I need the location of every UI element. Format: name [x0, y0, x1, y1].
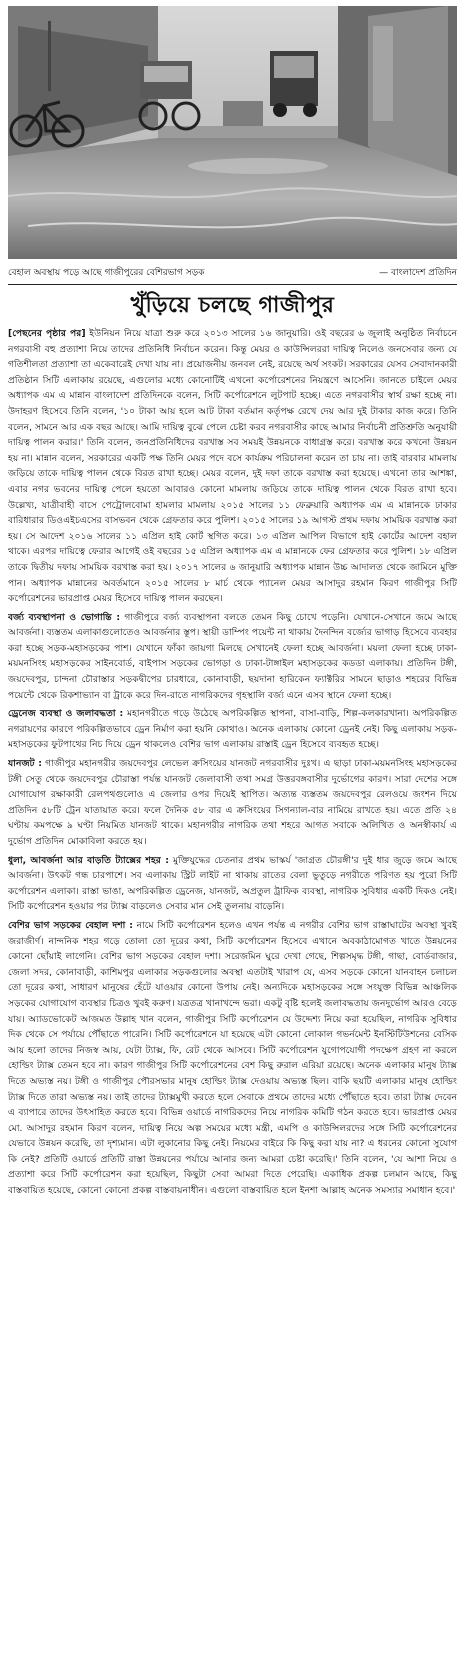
- section-heading: যানজট :: [8, 758, 42, 770]
- article-body: [8, 326, 457, 1664]
- section-waste: [8, 610, 457, 704]
- section-text: গাজীপুরে বর্জ্য ব্যবস্থাপনা বলতে তেমন কিছু চোখে পড়েনি। যেখানে-সেখানে জমে আছে আবর্জনা। ব্যস্ততম এলাকাগুলোতেও আবর্জনার স্তূপ। স্থায়ী ডাম্পিং পয়েন্ট না থাকায় দৈনন্দিন বর্জ্যের ভাগাড় হিসেবে ব্যবহার করা হচ্ছে সড়ক-মহাসড়কের পাশ। যেখানে ফাঁকা জায়গা মিলছে সেখানেই ফেলা হচ্ছে আবর্জনা। ময়লা ফেলা হচ্ছে ঢাকা-ময়মনসিংহ মহাসড়কের সাইনবোর্ড, বাইপাস সড়কের ভোগড়া ও ঢাকা-টাঙ্গাইল মহাসড়কের কডডা এলাকায়। প্রতিদিন টঙ্গী, জয়দেবপুর, চান্দনা চৌরাস্তার সড়কদ্বীপের চারধারে, কোনাবাড়ী, ছয়দানা হারিকেন ফ্যাক্টরির সামনে ছাড়াও শহরের বিভিন্ন পয়েন্টে থেকে রিকশাভ্যান বা ট্রাকে করে দিন-রাতে নাগরিকদের গৃহস্থালি বর্জ্য এনে এসব স্থানে ফেলা হচ্ছে।: [8, 611, 457, 701]
- intro-text: ইউনিয়ন নিয়ে যাত্রা শুরু করে ২০১৩ সালের ১৬ জানুয়ারি। ওই বছরের ৬ জুলাই অনুষ্ঠিত নির্বাচনে নগরবাসী বহু প্রত্যাশা নিয়ে তাদের প্রতিনিধি নির্বাচন করেন। কিন্তু মেয়র ও কাউন্সিলররা দায়িত্ব নিলেও জনসেবার জন্য যে গতিশীলতা প্রত্যাশা তা একেবারেই দেখা যায় না। প্রয়োজনীয় জনবল নেই, রয়েছে অর্থ সংকট। সরকারের যেসব সেবাদানকারী প্রতিষ্ঠান সিটি এলাকায় রয়েছে, এগুলোর মধ্যে কোনোটিই এখনো কর্পোরেশনের নিয়ন্ত্রণে আসেনি। জানতে চাইলে মেয়র অধ্যাপক এম এ মান্নান বাংলাদেশ প্রতিদিনকে বলেন, সিটি কর্পোরেশনে লুটপাট হচ্ছে। এতে নগরবাসীর স্বার্থ রক্ষা হচ্ছে না। উদাহরণ হিসেবে তিনি বলেন, '১০ টাকা আয় হলে আট টাকা বর্তমান কর্তৃপক্ষ রেখে দেয় আর দুই টাকার কাজ করে। তিনি বলেন, সামনে আর এক বছর আছে। আমি দায়িত্ব বুঝে পেলে চেষ্টা করব নগরবাসীর কাছে আমার নির্বাচনী প্রতিশ্রুতি অনুযায়ী দায়িত্ব পালন করার।' তিনি বলেন, জনপ্রতিনিধিদের বরখাস্ত সব সময়ই উন্নয়নকে বাধাগ্রস্ত করে। বরখাস্ত করে কখনো উন্নয়ন হয় না। মান্নান বলেন, সরকারের একটি পক্ষ তিনি মেয়র পদে বসে কার্যক্রম পরিচালনা করেন তা চায় না। তাই বারবার মামলায় জড়িয়ে তাকে দায়িত্ব পালন থেকে বিরত রাখা হচ্ছে। মেয়র বলেন, দুই দফা তাকে বরখাস্ত করা হয়েছে। এখনো তার আশঙ্কা, এবার নগর ভবনের দায়িত্ব পেলে হয়তো আবারও কোনো মামলায় জড়িয়ে তাকে দায়িত্ব পালন থেকে বিরত রাখা হবে। উল্লেখ্য, যাত্রীবাহী বাসে পেট্রোলবোমা হামলার মামলায় ২০১৫ সালের ১১ ফেব্রুয়ারি অধ্যাপক এম এ মান্নানকে ঢাকার বারিধারার ডিওএইচএসের বাসভবন থেকে গ্রেফতার করে পুলিশ। ২০১৫ সালের ১৯ আগস্ট প্রথম দফায় সাময়িক বরখাস্ত করা হয়। সে আদেশ ২০১৬ সালের ১১ এপ্রিল হাই কোর্ট স্থগিত করে। ১৩ এপ্রিল আপিল বিভাগে হাই কোর্টের আদেশ বহাল থাকে। এরপর দায়িত্বে ফেরার আগেই ওই বছরের ১৫ এপ্রিল অধ্যাপক এম এ মান্নানকে ফের গ্রেফতার করে পুলিশ। ১৮ এপ্রিল তাকে দ্বিতীয় দফায় সাময়িক বরখাস্ত করা হয়। ২০১৭ সালের ৬ জানুয়ারি অধ্যাপক মান্নান উচ্চ আদালত থেকে জামিনে মুক্তি পান। অধ্যাপক মান্নানের অবর্তমানে ২০১৫ সালের ৮ মার্চ থেকে প্যানেল মেয়র আসাদুর রহমান কিরণ গাজীপুর সিটি কর্পোরেশনের ভারপ্রাপ্ত মেয়র হিসেবে দায়িত্ব পালন করছেন।: [8, 328, 457, 605]
- flooded-street-image: [8, 6, 457, 259]
- photo-caption: [8, 266, 457, 280]
- caption-text: বেহাল অবস্থায় পড়ে আছে গাজীপুরের বেশিরভাগ সড়ক: [8, 268, 205, 278]
- section-drainage: [8, 706, 457, 753]
- section-text: গাজীপুর মহানগরীর জয়দেবপুর লেভেল ক্রসিংয়ের যানজট নগরবাসীর দুঃখ। এ ছাড়া ঢাকা-ময়মনসিংহ মহাসড়কের টঙ্গী সেতু থেকে জয়দেবপুর চৌরাস্তা পর্যন্ত যানজট জেলাবাসী তথা সমগ্র উত্তরবঙ্গবাসীর দুর্ভোগের কারণ। সারা দেশের সঙ্গে যোগাযোগ রক্ষাকারী রেলপথগুলোও এ জেলার ওপর দিয়েই স্থাপিত। অত্যন্ত ব্যস্ততম জয়দেবপুর রেলওয়ে জংশন দিয়ে প্রতিদিন ৫৮টি ট্রেন যাতায়াত করে। ফলে দৈনিক ৫৮ বার এ ক্রসিংয়ের সিগন্যাল-বার নামিয়ে রাখতে হয়। এতে প্রতি ২৪ ঘণ্টায় কমপক্ষে ৯ ঘণ্টা নিয়মিত যানজট থাকে। মহানগরীর নাগরিক তথা শহরে আগত সবাকে অলিখিত ও অনস্বীকার্য এ দুর্ভোগ প্রতিদিন মোকাবিলা করতে হয়।: [8, 758, 457, 847]
- caption-divider: [8, 284, 457, 285]
- caption-credit: — বাংলাদেশ প্রতিদিন: [379, 268, 457, 278]
- section-heading: ধুলা, আবর্জনা আর বাড়তি ট্যাক্সের শহর :: [8, 854, 169, 866]
- street-photo: [8, 6, 457, 259]
- section-heading: ড্রেনেজ ব্যবস্থা ও জলাবদ্ধতা :: [8, 708, 124, 720]
- section-text: মহানগরীতে গড়ে উঠেছে অপরিকল্পিত স্থাপনা, বাসা-বাড়ি, শিল্প-কলকারখানা। অপরিকল্পিত নগরায়ণের কারণে পরিকল্পিতভাবে ড্রেন নির্মাণ করা হয়নি কোথাও। অনেক এলাকায় কোনো ড্রেনই নেই। কিছু এলাকায় সড়ক-মহাসড়কের ফুটপাথের নিচ দিয়ে ড্রেন থাকলেও বেশির ভাগ এলাকায় রাস্তাই ড্রেন হিসেবে ব্যবহৃত হচ্ছে।: [8, 708, 457, 751]
- section-heading: বেশির ভাগ সড়কের বেহাল দশা :: [8, 919, 133, 931]
- intro-paragraph: [8, 326, 457, 607]
- section-text: মুক্তিযুদ্ধের চেতনার প্রথম ভাস্কর্য 'জাগ্রত চৌরঙ্গী'র দুই ধার জুড়ে জমে আছে আবর্জনা। উৎকট গন্ধ চারপাশে। সব এলাকায় স্ট্রিট লাইট না থাকায় রাতের বেলা ভুতুড়ে নগরীতে পরিণত হয় পুরো সিটি কর্পোরেশন এলাকা। রাস্তা ভাঙা, অপরিকল্পিত ড্রেনেজ, যানজট, অপ্রতুল ট্রাফিক ব্যবস্থা, নাগরিক সুবিধার একটি দিকও নেই। সিটি কর্পোরেশন হওয়ার পর ট্যাক্স বাড়লেও সেবার মান সেই তুলনায় বাড়েনি।: [8, 854, 457, 913]
- section-heading: বর্জ্য ব্যবস্থাপনা ও ভোগান্তি :: [8, 611, 120, 623]
- section-traffic: [8, 756, 457, 850]
- section-dust-tax: [8, 853, 457, 915]
- continuation-tag: [পেছনের পৃষ্ঠার পর]: [8, 328, 86, 339]
- bottom-fade: [8, 1656, 457, 1674]
- section-text: নামে সিটি কর্পোরেশন হলেও এখন পর্যন্ত এ নগরীর বেশির ভাগ রাস্তাঘাটের অবস্থা খুবই জরাজীর্ণ। নান্দনিক শহর গড়ে তোলা তো দূরের কথা, সিটি কর্পোরেশন হিসেবে এখানে অবকাঠামোগত খাতে উন্নয়নের কোনো ছোঁয়াই লাগেনি। বেশির ভাগ সড়কের বেহাল দশা। সরেজমিন ঘুরে দেখা গেছে, শিল্পসমৃদ্ধ টঙ্গী, গাছা, বোর্ডবাজার, জেলা সদর, কোনাবাড়ী, কাশিমপুর এলাকার সড়কগুলোর অবস্থা এতটাই খারাপ যে, এসব সড়কে কোনো যানবাহন চলাচল তো দূরের কথা, সাধারণ মানুষের হেঁটে যাওয়ার কোনো উপায় নেই। অন্যদিকে মহাসড়কের সঙ্গে সংযুক্ত বিভিন্ন আঞ্চলিক সড়কের যোগাযোগ ব্যবস্থার চিত্রও খুবই করুণ। যত্রতত্র খানাখন্দে ভরা। একটু বৃষ্টি হলেই জলাবদ্ধতায় জনদুর্ভোগ আরও বেড়ে যায়। অ্যাডভোকেট আজমত উল্লাহ খান বলেন, গাজীপুর সিটি কর্পোরেশন যে উদ্দেশ্য নিয়ে করা হয়েছিল, নাগরিক সুবিধার দিক থেকে সে পর্যায়ে পৌঁছাতে পারেনি। সিটি কর্পোরেশনে যা হয়েছে এটা কোনো লোকাল গভর্নমেন্ট ইনস্টিটিউশনের বেসিক আয় হলো তাদের নিজস্ব আয়, যেটা ট্যাক্স, ফি, রেট থেকে আসবে। সিটি কর্পোরেশন যুগোপযোগী পদক্ষেপ গ্রহণ না করলে হোল্ডিং ট্যাক্স তেমন হবে না। কারণ গাজীপুর সিটি কর্পোরেশনের বেশ কিছু রুরাল এরিয়া রয়েছে। অনেক এলাকার মানুষ ট্যাক্স দিতে অভ্যস্ত নয়। টঙ্গী ও গাজীপুর পৌরসভার মানুষ হোল্ডিং ট্যাক্স দেওয়ায় অভ্যস্ত ছিল। বাকি ছয়টি এলাকার মানুষ হোল্ডিং ট্যাক্স দিতে তারা অভ্যস্ত নয়। তাই তাদের ট্যাক্সমুখী করতে হলে সেবাকে প্রথমে তাদের মধ্যে পৌঁছাতে হবে। তারা ট্যাক্স দেবেন এ ব্যাপারে তাদের উৎসাহিত করতে হবে। বিভিন্ন ওয়ার্ডে নাগরিকদের নিয়ে নাগরিক কমিটি গঠন করতে হবে। ভারপ্রাপ্ত মেয়র মো. আসাদুর রহমান কিরণ বলেন, দায়িত্ব নিয়ে অল্প সময়ের মধ্যে মন্ত্রী, এমপি ও কাউন্সিলরদের সঙ্গে সিটি কর্পোরেশনের যেভাবে উন্নয়ন করেছি, তা দৃশ্যমান। এটা লুকানোর কিছু নেই। নিয়মের বাইরে কি কিছু করা যায় না? এ ধরনের কোনো সুযোগ কি নেই? প্রতিটি ওয়ার্ডে প্রতিটি রাস্তা উন্নয়নের পর্যায়ে আনার জন্য আমরা চেষ্টা করেছি।' তিনি বলেন, 'যে আশা নিয়ে ও প্রত্যাশা করে সিটি কর্পোরেশন করা হয়েছিল, কিছুটা সেবা আমরা দিতে পেরেছি। একাধিক প্রকল্প চলমান আছে, কিছু বাস্তবায়িত হয়েছে, কোনো কোনো প্রকল্প বাস্তবায়নাধীন। এগুলো বাস্তবায়িত হলে ইনশা আল্লাহ অনেক সমস্যার সমাধান হবে।': [8, 919, 457, 1197]
- section-roads: [8, 918, 457, 1199]
- article-headline: খুঁড়িয়ে চলছে গাজীপুর: [130, 292, 335, 318]
